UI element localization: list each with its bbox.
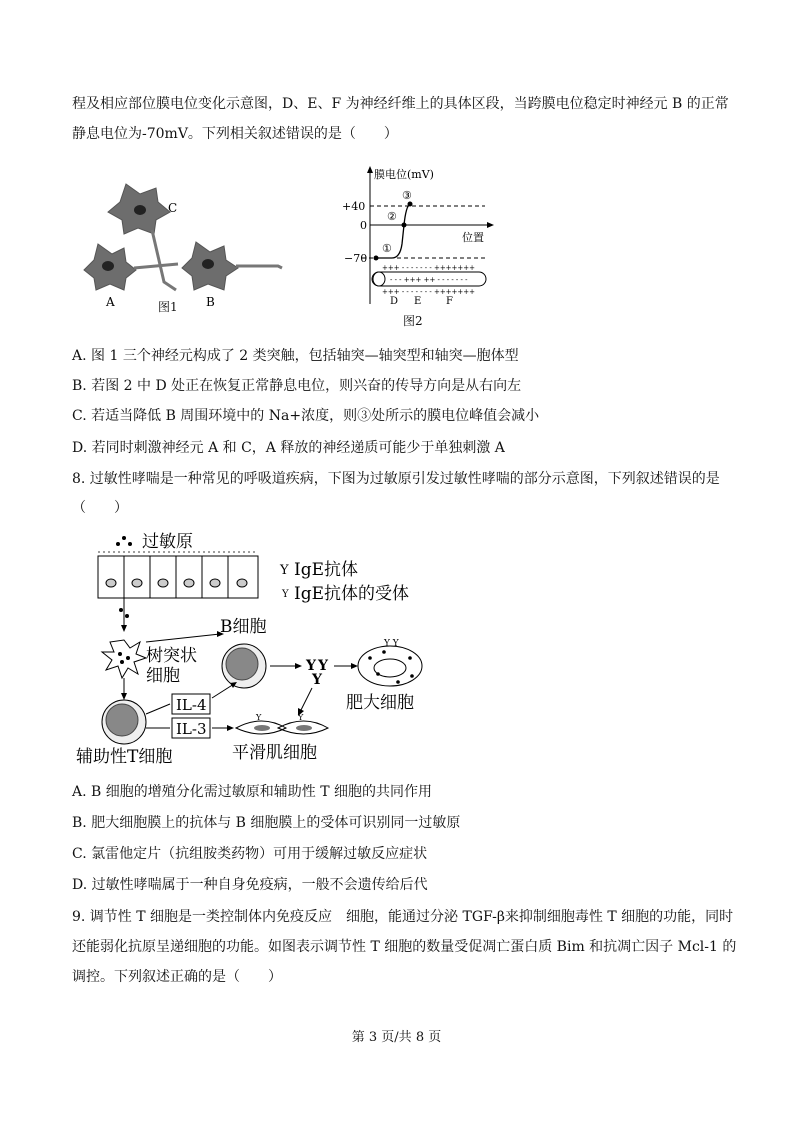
figure-1-caption: 图1 <box>158 300 178 314</box>
figure-1-neurons <box>78 172 308 312</box>
svg-text:F: F <box>446 296 453 307</box>
svg-text:IgE抗体: IgE抗体 <box>294 560 359 580</box>
q9-stem-line-1: 9. 调节性 T 细胞是一类控制体内免疫反应 细胞，能通过分泌 TGF-β来抑制细胞毒性 T 细胞的功能，同时 <box>72 909 734 925</box>
svg-text:Y: Y <box>256 713 262 722</box>
svg-text:B细胞: B细胞 <box>220 617 267 637</box>
q7-option-d: D. 若同时刺激神经元 A 和 C，A 释放的神经递质可能少于单独刺激 A <box>72 440 505 456</box>
svg-text:0: 0 <box>360 219 367 232</box>
q8-stem-line-2: （ ） <box>72 500 128 516</box>
svg-text:③: ③ <box>402 189 412 202</box>
svg-text:−70: −70 <box>344 252 368 265</box>
q8-option-b: B. 肥大细胞膜上的抗体与 B 细胞膜上的受体可识别同一过敏原 <box>72 815 461 831</box>
figure-3-allergy-diagram <box>72 528 452 772</box>
svg-text:IL-3: IL-3 <box>176 720 207 738</box>
q9-stem-line-3: 调控。下列叙述正确的是（ ） <box>72 969 282 985</box>
svg-text:细胞: 细胞 <box>146 666 180 686</box>
allergen-label: 过敏原 <box>142 532 193 552</box>
svg-text:辅助性T细胞: 辅助性T细胞 <box>76 747 173 767</box>
svg-text:Y: Y <box>306 658 316 674</box>
svg-text:树突状: 树突状 <box>146 646 197 666</box>
svg-text:Y: Y <box>318 658 328 674</box>
label-c: C <box>168 201 178 215</box>
dendritic-cell <box>102 640 146 678</box>
q9-stem-line-2: 还能弱化抗原呈递细胞的功能。如图表示调节性 T 细胞的数量受促凋亡蛋白质 Bim 和抗凋亡因子 Mcl-1 的 <box>72 939 737 955</box>
svg-text:Y: Y <box>298 713 304 722</box>
intro-line-2: 静息电位为-70mV。下列相关叙述错误的是（ ） <box>72 126 398 142</box>
q8-option-a: A. B 细胞的增殖分化需过敏原和辅助性 T 细胞的共同作用 <box>72 784 432 800</box>
svg-text:Y Y: Y Y <box>384 639 399 649</box>
svg-text:E: E <box>414 296 422 307</box>
svg-text:IgE抗体的受体: IgE抗体的受体 <box>294 584 410 604</box>
svg-text:D: D <box>390 296 399 307</box>
svg-text:Y: Y <box>282 589 289 600</box>
label-a: A <box>106 295 115 309</box>
neuron-b-nucleus <box>202 259 214 269</box>
svg-text:平滑肌细胞: 平滑肌细胞 <box>232 743 317 763</box>
svg-text:Y: Y <box>312 672 322 688</box>
q7-option-b: B. 若图 2 中 D 处正在恢复正常静息电位，则兴奋的传导方向是从右向左 <box>72 378 522 394</box>
neuron-c-axon <box>152 230 176 290</box>
q8-option-d: D. 过敏性哮喘属于一种自身免疫病，一般不会遗传给后代 <box>72 877 428 893</box>
smooth-muscle-cells <box>236 721 328 734</box>
svg-text:+++ - - - - - - - +++++++: +++ - - - - - - - +++++++ <box>382 288 476 296</box>
svg-text:位置: 位置 <box>462 231 484 244</box>
neuron-b-axon <box>236 266 282 268</box>
svg-text:IL-4: IL-4 <box>176 696 207 714</box>
q8-stem-line-1: 8. 过敏性哮喘是一种常见的呼吸道疾病，下图为过敏原引发过敏性哮喘的部分示意图，下列叙述错误的是 <box>72 471 720 487</box>
q8-option-c: C. 氯雷他定片（抗组胺类药物）可用于缓解过敏反应症状 <box>72 846 428 862</box>
neuron-a-nucleus <box>102 261 114 271</box>
svg-text:②: ② <box>387 210 397 223</box>
neuron-a-axon <box>134 264 178 268</box>
svg-text:+++ - - - - - - - +++++++: +++ - - - - - - - +++++++ <box>382 264 476 272</box>
svg-text:+40: +40 <box>342 200 366 213</box>
page-footer: 第 3 页/共 8 页 <box>351 1030 442 1045</box>
q7-option-c: C. 若适当降低 B 周围环境中的 Na+浓度，则③处所示的膜电位峰值会减小 <box>72 408 540 424</box>
svg-text:①: ① <box>382 242 392 255</box>
svg-text:Y: Y <box>280 563 289 578</box>
figure-2-caption: 图2 <box>403 314 423 328</box>
q7-option-a: A. 图 1 三个神经元构成了 2 类突触，包括轴突—轴突型和轴突—胞体型 <box>72 348 519 364</box>
svg-text:肥大细胞: 肥大细胞 <box>346 693 414 713</box>
intro-line-1: 程及相应部位膜电位变化示意图，D、E、F 为神经纤维上的具体区段，当跨膜电位稳定时神经元 B 的正常 <box>72 96 729 112</box>
figure-2-potential <box>340 164 500 310</box>
svg-text:- - - +++ ++ - - - - - - -: - - - +++ ++ - - - - - - - <box>390 276 468 284</box>
label-b: B <box>206 295 215 309</box>
neuron-c-nucleus <box>134 205 146 215</box>
svg-text:膜电位(mV): 膜电位(mV) <box>374 168 434 181</box>
